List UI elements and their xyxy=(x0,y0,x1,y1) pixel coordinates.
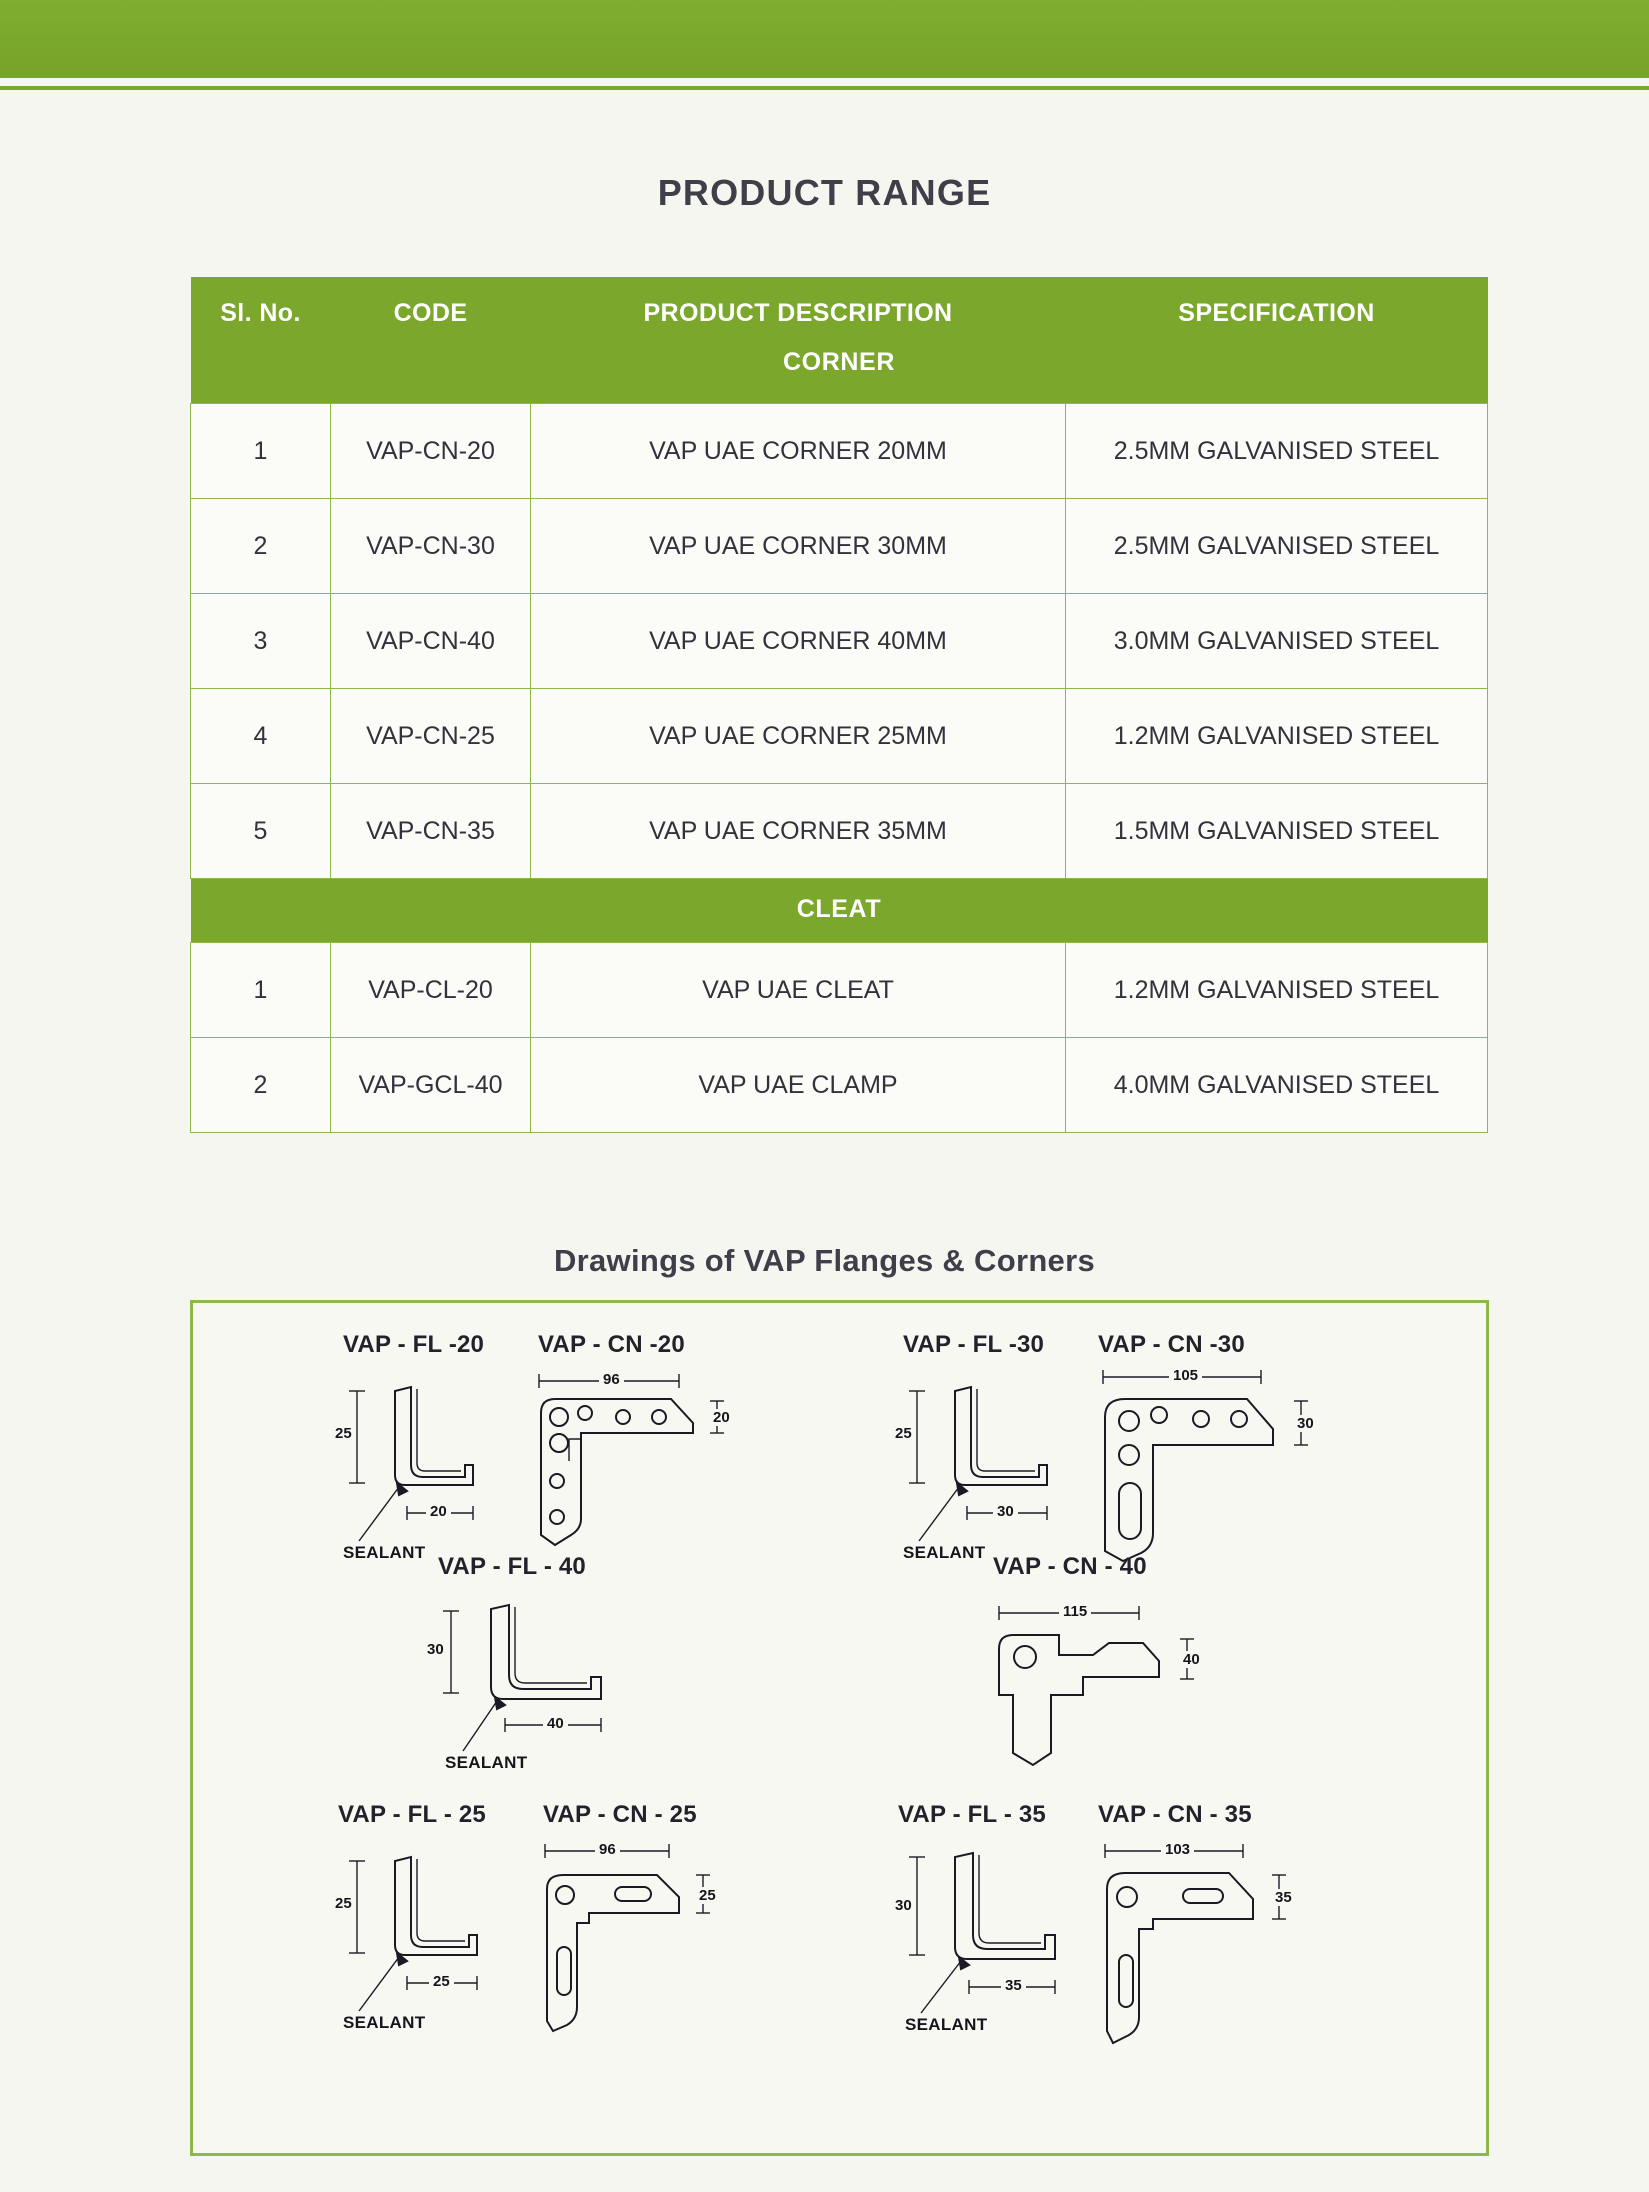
table-row xyxy=(191,594,1488,689)
table-header-row xyxy=(191,277,1488,344)
dimension-corner-length-25: 96 xyxy=(595,1841,620,1858)
section-header-corner xyxy=(191,344,1488,404)
cell-description: VAP UAE CORNER 35MM xyxy=(531,784,1066,879)
table-row xyxy=(191,784,1488,879)
drawing-corner-25 xyxy=(523,1831,763,2051)
drawing-label-fl-30: VAP - FL -30 xyxy=(903,1331,1045,1358)
sealant-label-fl-30: SEALANT xyxy=(903,1543,986,1562)
cell-code: VAP-GCL-40 xyxy=(331,1038,531,1133)
cell-code: VAP-CN-30 xyxy=(331,499,531,594)
drawing-label-fl-40: VAP - FL - 40 xyxy=(438,1553,586,1580)
sealant-label-fl-25: SEALANT xyxy=(343,2013,426,2032)
drawing-corner-30 xyxy=(1083,1355,1343,1585)
drawing-flange-20 xyxy=(333,1373,553,1573)
dimension-flange-height-35: 30 xyxy=(895,1897,912,1914)
cell-code: VAP-CN-20 xyxy=(331,404,531,499)
drawing-corner-20 xyxy=(521,1365,761,1565)
cell-description: VAP UAE CORNER 30MM xyxy=(531,499,1066,594)
cell-sl-no: 1 xyxy=(191,943,331,1038)
dimension-corner-length-40: 115 xyxy=(1059,1603,1091,1620)
cell-description: VAP UAE CORNER 40MM xyxy=(531,594,1066,689)
column-header-description: PRODUCT DESCRIPTION xyxy=(531,277,1066,344)
cell-sl-no: 2 xyxy=(191,1038,331,1133)
dimension-flange-height-25: 25 xyxy=(335,1895,352,1912)
cell-code: VAP-CN-25 xyxy=(331,689,531,784)
band-gap xyxy=(0,78,1649,86)
sealant-label-fl-20: SEALANT xyxy=(343,1543,426,1562)
drawing-flange-25 xyxy=(333,1843,553,2043)
dimension-flange-height-40: 30 xyxy=(427,1641,444,1658)
dimension-corner-height-30: 30 xyxy=(1297,1415,1314,1432)
drawing-label-cn-35: VAP - CN - 35 xyxy=(1098,1801,1252,1828)
dimension-flange-width-20: 20 xyxy=(426,1503,451,1520)
cell-code: VAP-CL-20 xyxy=(331,943,531,1038)
cell-sl-no: 5 xyxy=(191,784,331,879)
dimension-flange-height-30: 25 xyxy=(895,1425,912,1442)
dimension-flange-height-20: 25 xyxy=(335,1425,352,1442)
dimension-flange-width-35: 35 xyxy=(1001,1977,1026,1994)
drawing-label-cn-25: VAP - CN - 25 xyxy=(543,1801,697,1828)
drawing-corner-40 xyxy=(963,1595,1243,1785)
cell-specification: 4.0MM GALVANISED STEEL xyxy=(1066,1038,1488,1133)
top-green-band xyxy=(0,0,1649,78)
drawings-heading: Drawings of VAP Flanges & Corners xyxy=(553,1243,1096,1278)
sealant-label-fl-35: SEALANT xyxy=(905,2015,988,2034)
drawing-label-fl-20: VAP - FL -20 xyxy=(343,1331,485,1358)
dimension-flange-width-30: 30 xyxy=(993,1503,1018,1520)
cell-sl-no: 4 xyxy=(191,689,331,784)
cell-code: VAP-CN-40 xyxy=(331,594,531,689)
drawing-flange-30 xyxy=(893,1373,1113,1573)
cell-description: VAP UAE CORNER 25MM xyxy=(531,689,1066,784)
cell-specification: 1.2MM GALVANISED STEEL xyxy=(1066,943,1488,1038)
table-row xyxy=(191,499,1488,594)
cell-sl-no: 3 xyxy=(191,594,331,689)
top-green-band-gradient xyxy=(0,0,1649,78)
drawing-label-cn-30: VAP - CN -30 xyxy=(1098,1331,1245,1358)
table-row xyxy=(191,689,1488,784)
cell-specification: 1.2MM GALVANISED STEEL xyxy=(1066,689,1488,784)
cell-description: VAP UAE CORNER 20MM xyxy=(531,404,1066,499)
product-range-table-wrap xyxy=(190,277,1487,1133)
dimension-corner-height-25: 25 xyxy=(699,1887,716,1904)
table-row xyxy=(191,1038,1488,1133)
cell-specification: 2.5MM GALVANISED STEEL xyxy=(1066,499,1488,594)
dimension-corner-length-35: 103 xyxy=(1161,1841,1194,1858)
section-label-corner: CORNER xyxy=(191,344,1488,404)
page-title: PRODUCT RANGE xyxy=(657,172,992,213)
drawing-label-fl-25: VAP - FL - 25 xyxy=(338,1801,486,1828)
drawing-label-fl-35: VAP - FL - 35 xyxy=(898,1801,1046,1828)
table-row xyxy=(191,943,1488,1038)
cell-sl-no: 1 xyxy=(191,404,331,499)
drawing-label-cn-40: VAP - CN - 40 xyxy=(993,1553,1147,1580)
dimension-corner-height-35: 35 xyxy=(1275,1889,1292,1906)
drawing-corner-35 xyxy=(1083,1831,1333,2061)
dimension-corner-length-30: 105 xyxy=(1169,1367,1202,1384)
product-range-table xyxy=(190,277,1488,1133)
section-label-cleat: CLEAT xyxy=(191,879,1488,943)
cell-specification: 2.5MM GALVANISED STEEL xyxy=(1066,404,1488,499)
column-header-code: CODE xyxy=(331,277,531,344)
dimension-corner-height-20: 20 xyxy=(713,1409,730,1426)
cell-code: VAP-CN-35 xyxy=(331,784,531,879)
dimension-corner-length-20: 96 xyxy=(599,1371,624,1388)
band-rule xyxy=(0,86,1649,90)
drawing-flange-40 xyxy=(423,1595,683,1785)
cell-description: VAP UAE CLEAT xyxy=(531,943,1066,1038)
column-header-sl-no: Sl. No. xyxy=(191,277,331,344)
cell-description: VAP UAE CLAMP xyxy=(531,1038,1066,1133)
dimension-flange-width-25: 25 xyxy=(429,1973,454,1990)
cell-sl-no: 2 xyxy=(191,499,331,594)
cell-specification: 1.5MM GALVANISED STEEL xyxy=(1066,784,1488,879)
table-row xyxy=(191,404,1488,499)
dimension-flange-width-40: 40 xyxy=(543,1715,568,1732)
sealant-label-fl-40: SEALANT xyxy=(445,1753,528,1772)
drawing-label-cn-20: VAP - CN -20 xyxy=(538,1331,685,1358)
cell-specification: 3.0MM GALVANISED STEEL xyxy=(1066,594,1488,689)
section-header-cleat xyxy=(191,879,1488,943)
drawings-box xyxy=(190,1300,1489,2156)
column-header-specification: SPECIFICATION xyxy=(1066,277,1488,344)
dimension-corner-height-40: 40 xyxy=(1183,1651,1200,1668)
